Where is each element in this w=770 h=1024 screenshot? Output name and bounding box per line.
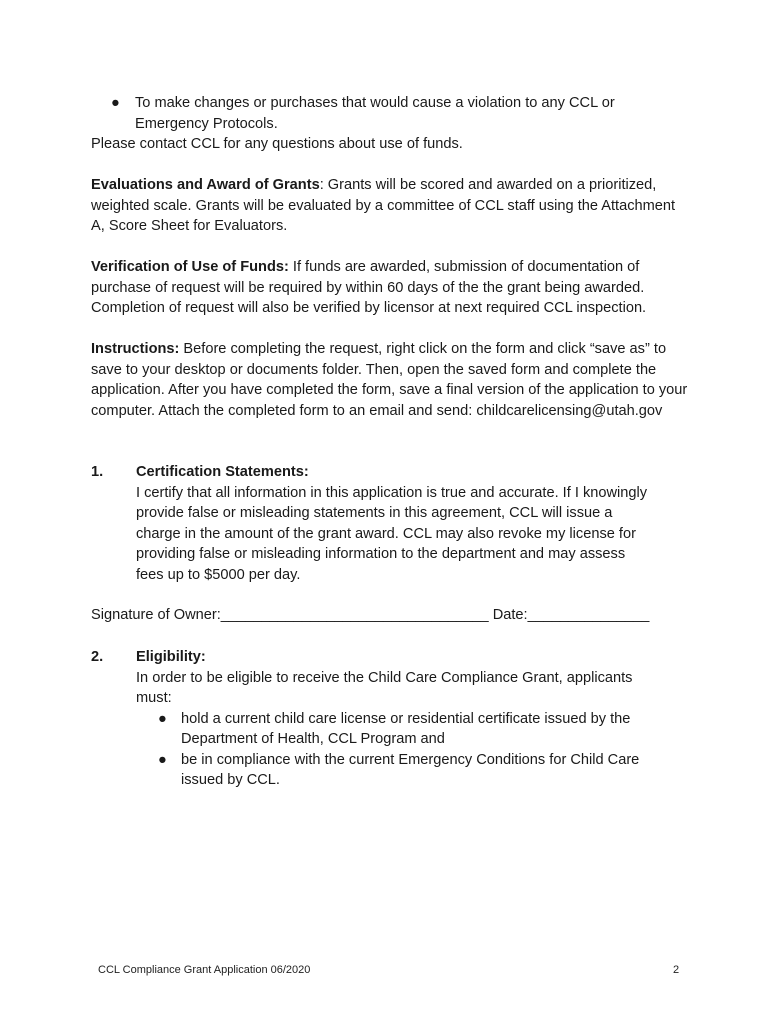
verification-text: If funds are awarded, submission of documentation of purchase of request will be required by within 60 days of the the grant being awarded. Completion of request will also be verified by licensor at next required CCL inspection. (91, 259, 647, 316)
bullet-text: To make changes or purchases that would cause a violation to any CCL or Emergency Protocols. (135, 95, 615, 132)
certification-heading: Certification Statements: (136, 464, 309, 480)
evaluations-text: : Grants will be scored and awarded on a prioritized, weighted scale. Grants will be evaluated by a committee of CCL staff using the Attachment A, Score Sheet for Evaluators. (91, 177, 676, 234)
instructions-heading: Instructions: (91, 341, 180, 357)
bullet-icon: ● (111, 95, 120, 111)
signature-owner-label: Signature of Owner: (91, 607, 221, 623)
eligibility-text: In order to be eligible to receive the Child Care Compliance Grant, applicants must: (136, 669, 633, 706)
bullet-icon: ● (158, 751, 167, 768)
signature-owner-field[interactable]: _________________________________ (220, 607, 489, 623)
contact-text: Please contact CCL for any questions about use of funds. (91, 136, 463, 152)
signature-row (91, 605, 691, 626)
bullet-text: hold a current child care license or residential certificate issued by the Department of Health, CCL Program and (181, 710, 631, 747)
list-item (136, 709, 661, 750)
signature-date-field[interactable]: _______________ (527, 607, 650, 623)
signature-date-label: Date: (492, 607, 528, 623)
evaluations-paragraph (91, 175, 691, 237)
list-item (136, 750, 661, 791)
certification-text: I certify that all information in this application is true and accurate. If I knowingly provide false or misleading statements in this agreement, CCL will issue a charge in the amount of the grant award. CCL may also revoke my license for providing false or misleading information to the department and may assess fees up to $5000 per day. (136, 484, 648, 583)
bullet-text: be in compliance with the current Emergency Conditions for Child Care issued by CCL. (181, 751, 640, 788)
evaluations-heading: Evaluations and Award of Grants (91, 177, 320, 193)
certification-section (91, 462, 691, 585)
intro-section (91, 93, 691, 155)
page-number: 2 (673, 964, 680, 976)
footer-title: CCL Compliance Grant Application 06/2020 (98, 964, 311, 976)
eligibility-heading: Eligibility: (136, 649, 206, 665)
eligibility-section (91, 647, 691, 791)
section-number: 1. (91, 464, 104, 480)
instructions-text: Before completing the request, right click on the form and click “save as” to save to your desktop or documents folder. Then, open the saved form and complete the application. After you have completed the form, save a final version of the application to your computer. Attach the completed form to an email and send: childcarelicensing@utah.gov (91, 341, 688, 419)
bullet-icon: ● (158, 710, 167, 727)
instructions-paragraph (91, 339, 691, 421)
list-item (91, 93, 691, 134)
verification-heading: Verification of Use of Funds: (91, 259, 289, 275)
verification-paragraph (91, 257, 691, 319)
section-number: 2. (91, 649, 104, 665)
